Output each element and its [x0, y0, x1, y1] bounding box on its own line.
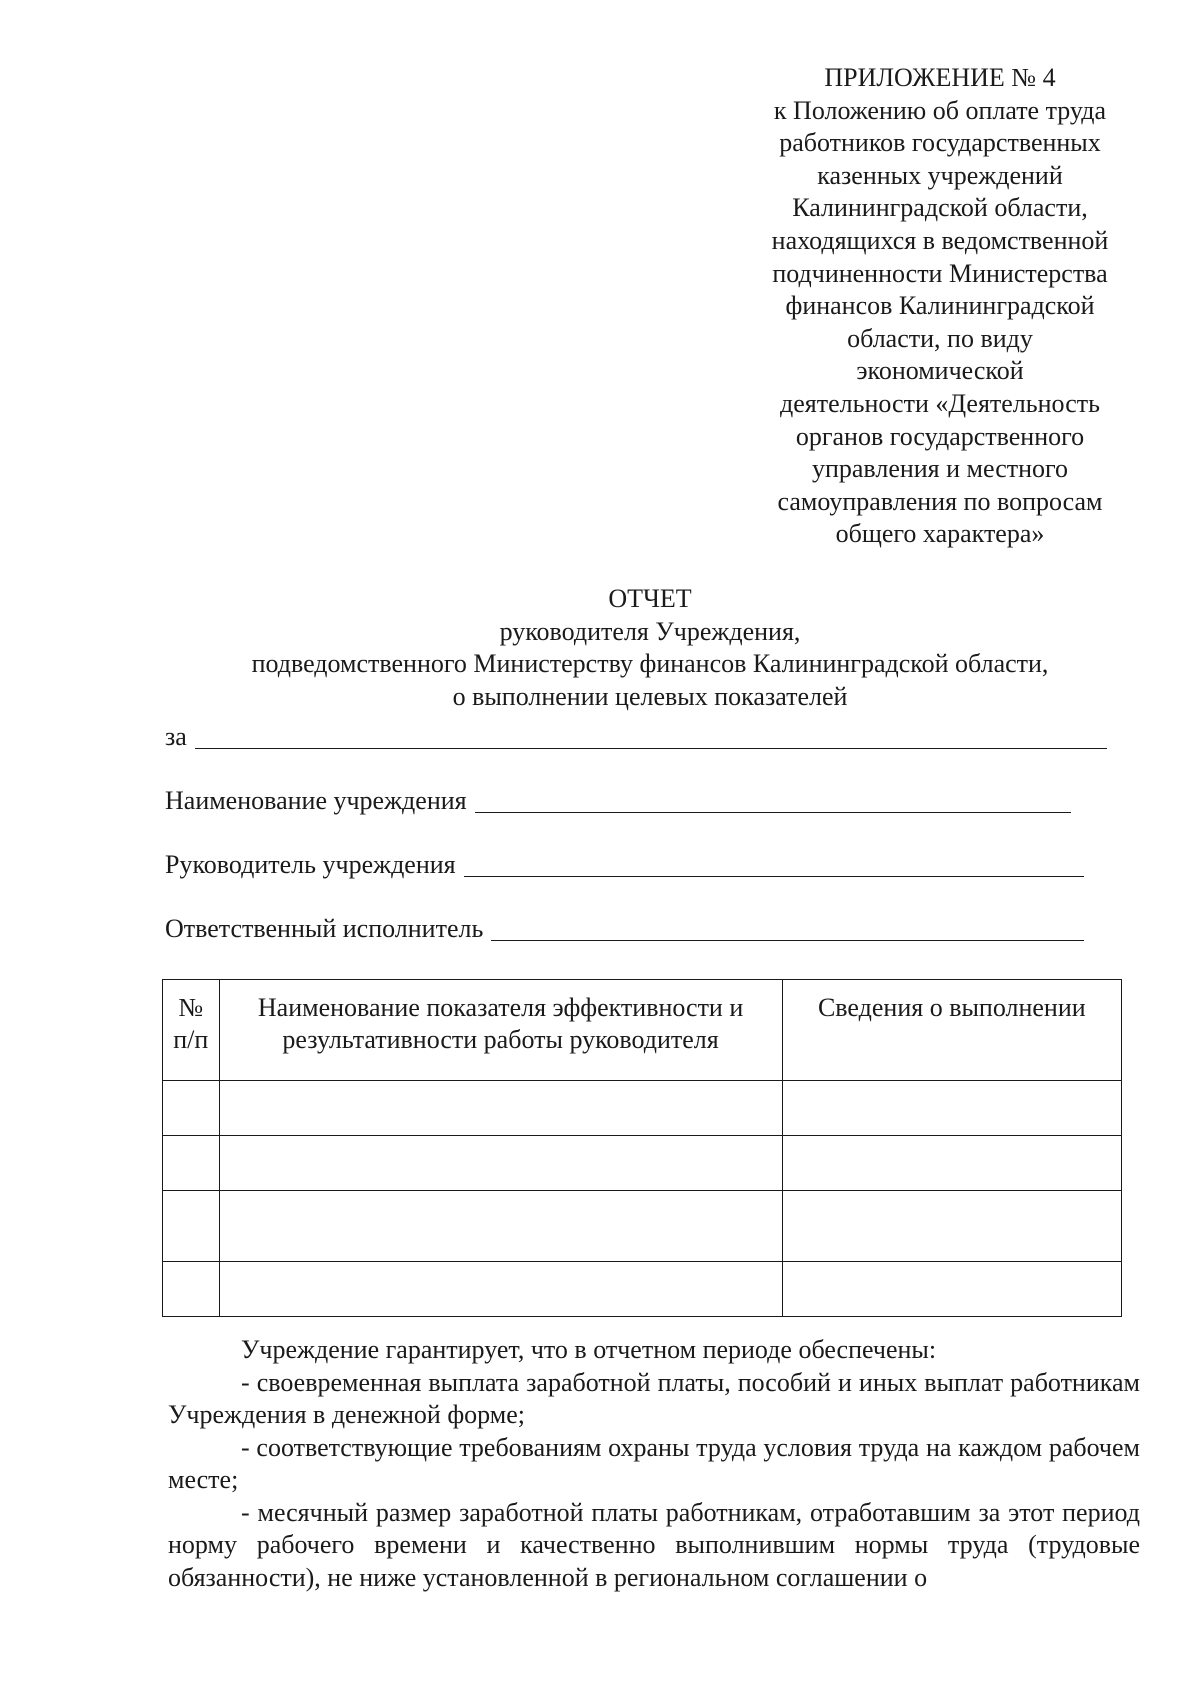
table-cell-indicator[interactable] [219, 1191, 782, 1262]
table-cell-fulfillment[interactable] [782, 1081, 1121, 1136]
table-row [163, 1136, 1122, 1191]
appendix-line: управления и местного [811, 454, 1069, 484]
institution-name-label: Наименование учреждения [165, 786, 467, 815]
table-cell-indicator[interactable] [219, 1081, 782, 1136]
report-subtitle-line: о выполнении целевых показателей [452, 681, 848, 711]
table-cell-fulfillment[interactable] [782, 1262, 1121, 1317]
report-subtitle-line: руководителя Учреждения, [499, 616, 801, 646]
institution-head-field [165, 850, 1084, 880]
table-cell-number[interactable] [163, 1081, 220, 1136]
period-field [165, 722, 1107, 752]
table-cell-number[interactable] [163, 1191, 220, 1262]
appendix-line: области, по виду [847, 323, 1033, 353]
institution-name-field [165, 786, 1071, 816]
header-fulfillment-line: Сведения о выполнении [817, 993, 1086, 1022]
header-indicator-line: Наименование показателя эффективности и [257, 993, 744, 1022]
period-blank-line[interactable] [195, 748, 1107, 749]
appendix-line: финансов Калининградской [785, 291, 1095, 321]
report-title-block [160, 583, 1140, 713]
institution-name-blank-line[interactable] [475, 812, 1071, 813]
header-indicator-name [219, 980, 782, 1081]
guarantee-item-min-wage: - месячный размер заработной платы работникам, отработавшим за этот период норму рабочего времени и качественно выполнившим нормы труда (трудовые обязанности), не ниже установленной в региональном соглашении о [168, 1497, 1140, 1592]
report-heading: ОТЧЕТ [608, 584, 692, 613]
header-number [163, 980, 220, 1081]
appendix-line: к Положению об оплате труда [773, 95, 1107, 125]
appendix-line: находящихся в ведомственной [771, 225, 1109, 255]
appendix-title: ПРИЛОЖЕНИЕ № 4 [824, 63, 1056, 92]
period-label: за [165, 722, 187, 751]
appendix-line: органов государственного [795, 421, 1085, 451]
table-cell-number[interactable] [163, 1262, 220, 1317]
header-number-line: п/п [173, 1025, 209, 1054]
table-cell-number[interactable] [163, 1136, 220, 1191]
header-number-line: № [178, 993, 204, 1022]
guarantee-item-salary: - своевременная выплата заработной платы, пособий и иных выплат работникам Учреждения в денежной форме; [168, 1367, 1140, 1429]
table-cell-fulfillment[interactable] [782, 1191, 1121, 1262]
appendix-line: работников государственных [779, 128, 1101, 158]
appendix-line: деятельности «Деятельность [780, 388, 1100, 418]
guarantee-text [168, 1334, 1140, 1594]
responsible-executor-field [165, 914, 1084, 944]
table-row [163, 1081, 1122, 1136]
table-cell-indicator[interactable] [219, 1262, 782, 1317]
table-header-row [163, 980, 1122, 1081]
table-row [163, 1191, 1122, 1262]
appendix-line: экономической [856, 356, 1024, 386]
appendix-line: Калининградской области, [792, 193, 1088, 223]
indicators-table [162, 979, 1122, 1317]
report-subtitle-line: подведомственного Министерству финансов Калининградской области, [251, 649, 1049, 678]
header-indicator-line: результативности работы руководителя [282, 1025, 719, 1054]
appendix-header [745, 62, 1135, 551]
appendix-line: подчиненности Министерства [772, 258, 1108, 288]
institution-head-blank-line[interactable] [464, 876, 1084, 877]
responsible-executor-blank-line[interactable] [491, 940, 1084, 941]
responsible-executor-label: Ответственный исполнитель [165, 914, 484, 943]
header-fulfillment-info [782, 980, 1121, 1081]
appendix-line: казенных учреждений [817, 160, 1063, 190]
appendix-line: общего характера» [835, 519, 1045, 549]
table-cell-indicator[interactable] [219, 1136, 782, 1191]
guarantee-item-labor-safety: - соответствующие требованиям охраны труда условия труда на каждом рабочем месте; [168, 1432, 1140, 1494]
table-cell-fulfillment[interactable] [782, 1136, 1121, 1191]
institution-head-label: Руководитель учреждения [165, 850, 456, 879]
guarantee-intro: Учреждение гарантирует, что в отчетном периоде обеспечены: [241, 1335, 937, 1364]
appendix-line: самоуправления по вопросам [777, 486, 1103, 516]
table-row [163, 1262, 1122, 1317]
